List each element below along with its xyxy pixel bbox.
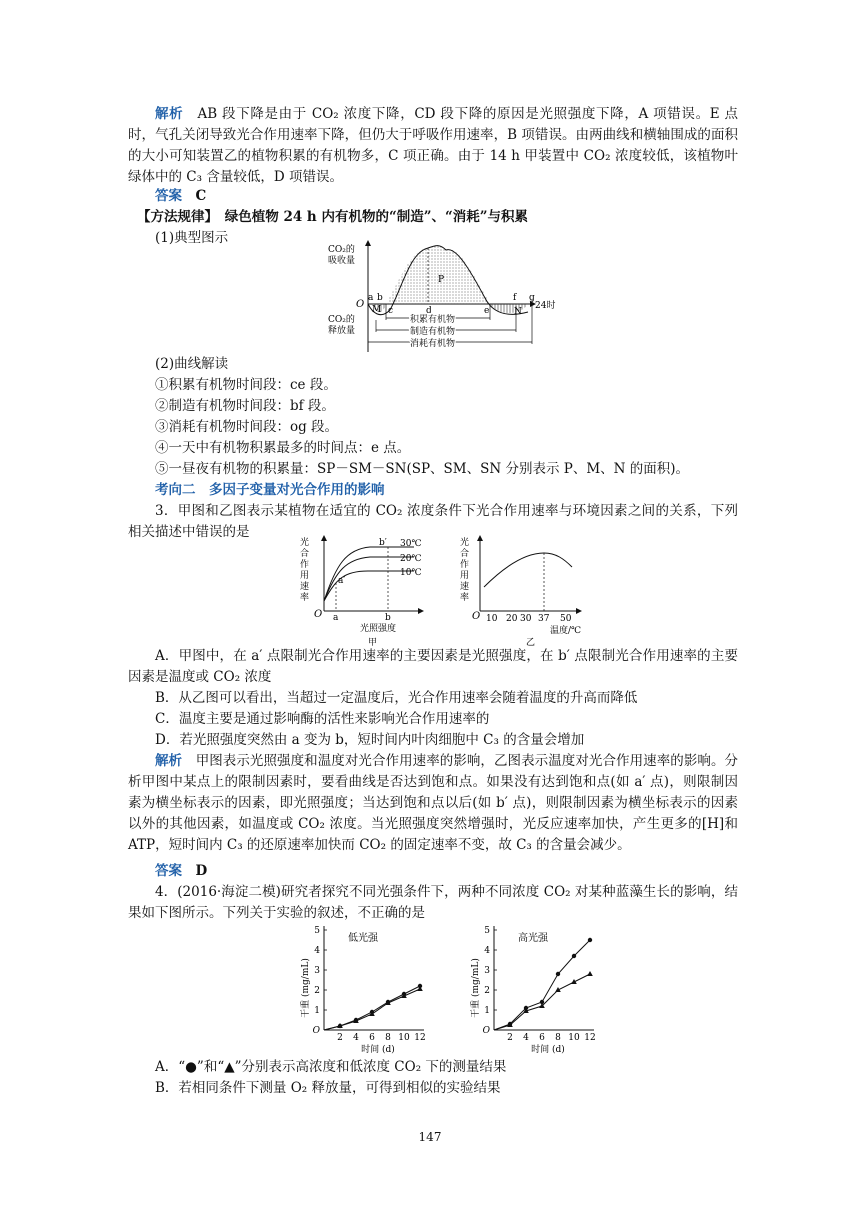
method-heading	[137, 207, 747, 228]
chart0-y-tick: 5	[314, 926, 320, 936]
pt-g: g	[529, 293, 535, 303]
svg-text:率: 率	[300, 593, 310, 603]
chart1-x-tick: 10	[568, 1033, 580, 1043]
chart-low-light	[296, 922, 436, 1058]
tick-a: a	[333, 613, 339, 623]
method-title: 绿色植物 24 h 内有机物的“制造”、“消耗”与积累	[224, 209, 529, 225]
svg-text:作: 作	[460, 560, 470, 570]
chart0-series-triangle-line	[324, 989, 420, 1030]
chart1-y-tick: 1	[484, 1006, 490, 1016]
chart1-point-circle	[572, 954, 576, 958]
origin-o: O	[356, 299, 365, 310]
chart0-y-tick: 4	[314, 946, 320, 956]
temp-10: 10℃	[400, 568, 422, 578]
chart0-y-tick: 2	[314, 986, 320, 996]
q4-option-a: A．“●”和“▲”分别表示高浓度和低浓度 CO₂ 下的测量结果	[155, 1059, 507, 1075]
chart1-series-circle-line	[494, 940, 590, 1030]
co2-diagram	[320, 240, 560, 356]
chart0-x-tick: 2	[337, 1033, 343, 1043]
svg-text:光: 光	[300, 538, 310, 548]
q3-stem: 3．甲图和乙图表示某植物在适宜的 CO₂ 浓度条件下光合作用速率与环境因素之间的关系，下列相关描述中错误的是	[128, 503, 738, 540]
chart1-x-tick: 2	[507, 1033, 513, 1043]
fig-jia	[296, 535, 446, 647]
chart1-title: 高光强	[518, 933, 548, 944]
chart0-y-tick: 3	[314, 966, 320, 976]
q3-option-a: A．甲图中，在 a′ 点限制光合作用速率的主要因素是光照强度，在 b′ 点限制光合作用速率的主要因素是温度或 CO₂ 浓度	[128, 648, 738, 685]
q3-option-b: B．从乙图可以看出，当超过一定温度后，光合作用速率会随着温度的升高而降低	[155, 690, 638, 706]
svg-text:释放量: 释放量	[328, 326, 356, 336]
chart0-x-tick: 10	[398, 1033, 410, 1043]
pt-b: b	[377, 293, 383, 303]
region-p: P	[438, 275, 445, 285]
analysis-paragraph-1	[128, 104, 738, 188]
jia-name: 甲	[368, 638, 378, 647]
svg-text:速: 速	[300, 582, 310, 592]
method-item-1: ①积累有机物时间段：ce 段。	[155, 377, 337, 393]
chart0-ylabel: 干重 (mg/mL)	[301, 958, 311, 1018]
chart1-x-tick: 12	[584, 1033, 596, 1043]
chart0-xlabel: 时间 (d)	[361, 1045, 395, 1055]
chart1-x-tick: 8	[555, 1033, 561, 1043]
q4-stem: 4．(2016·海淀二模)研究者探究不同光强条件下，两种不同浓度 CO₂ 对某种蓝藻生长的影响，结果如下图所示。下列关于实验的叙述，不正确的是	[128, 884, 738, 921]
answer-value: C	[195, 188, 207, 204]
svg-text:50: 50	[560, 614, 572, 624]
chart0-y-tick: O	[312, 1026, 320, 1036]
svg-text:率: 率	[460, 593, 470, 603]
chart0-x-tick: 12	[414, 1033, 426, 1043]
yi-xlabel: 温度/℃	[550, 626, 582, 636]
yi-name: 乙	[526, 638, 536, 647]
method-item-4: ④一天中有机物积累最多的时间点：e 点。	[155, 440, 411, 456]
pt-d: d	[426, 306, 432, 316]
chart1-y-tick: 2	[484, 986, 490, 996]
method-label: 【方法规律】	[137, 209, 212, 225]
chart-high-light	[466, 922, 606, 1058]
pt-c: c	[388, 306, 394, 316]
pt-e: e	[484, 306, 490, 316]
chart1-y-tick: O	[482, 1026, 490, 1036]
svg-text:用: 用	[300, 571, 310, 581]
chart1-y-tick: 5	[484, 926, 490, 936]
bracket-consume: 消耗有机物	[410, 339, 456, 349]
analysis-text: AB 段下降是由于 CO₂ 浓度下降，CD 段下降的原因是光照强度下降，A 项错误。E 点时，气孔关闭导致光合作用速率下降，但仍大于呼吸作用速率，B 项错误。由两曲线和横轴围成的面积的大小可知装置乙的植物积累的有机物多，C 项正确。由于 14 h 甲装置中 CO₂ 浓度较低，该植物叶绿体中的 C₃ 含量较低，D 项错误。	[128, 106, 739, 185]
chart1-point-triangle	[587, 971, 593, 976]
region-m: M	[372, 305, 382, 315]
pt-a-prime: a′	[338, 576, 346, 586]
page-number: 147	[418, 1130, 442, 1144]
pt-b-prime: b′	[379, 538, 387, 548]
section-title: 考向二 多因子变量对光合作用的影响	[155, 482, 385, 498]
chart0-x-tick: 4	[353, 1033, 359, 1043]
svg-text:O: O	[314, 609, 323, 620]
svg-text:吸收量: 吸收量	[328, 256, 356, 266]
svg-text:合: 合	[300, 549, 310, 559]
bracket-produce: 制造有机物	[410, 327, 456, 337]
svg-text:30: 30	[520, 614, 532, 624]
q4-option-b: B．若相同条件下测量 O₂ 释放量，可得到相似的实验结果	[155, 1080, 501, 1096]
chart1-y-tick: 3	[484, 966, 490, 976]
fig-yi	[456, 535, 606, 647]
y-label-bottom: CO₂的	[328, 315, 355, 325]
bracket-accumulate: 积累有机物	[410, 315, 456, 325]
chart0-x-tick: 6	[369, 1033, 375, 1043]
svg-text:10: 10	[486, 614, 498, 624]
region-n: N	[514, 307, 522, 317]
q3-answer: 答案 D	[155, 863, 208, 879]
answer-label: 答案	[155, 188, 182, 204]
analysis-label: 解析	[155, 106, 184, 122]
chart0-y-tick: 1	[314, 1006, 320, 1016]
jia-xlabel: 光照强度	[360, 624, 397, 634]
temp-20: 20℃	[400, 554, 422, 564]
svg-text:20: 20	[506, 614, 518, 624]
method-sub1: (1)典型图示	[155, 230, 229, 246]
svg-text:O: O	[472, 611, 481, 622]
y-label-top: CO₂的	[328, 245, 355, 255]
method-sub2: (2)曲线解读	[155, 356, 229, 372]
method-item-5: ⑤一昼夜有机物的积累量：SP－SM－SN(SP、SM、SN 分别表示 P、M、N 的面积)。	[155, 461, 690, 477]
svg-text:速: 速	[460, 582, 470, 592]
q3-option-c: C．温度主要是通过影响酶的活性来影响光合作用速率的	[155, 711, 490, 727]
x-end-label: 24时	[535, 301, 556, 311]
method-item-3: ③消耗有机物时间段：og 段。	[155, 419, 339, 435]
n-region	[490, 304, 528, 313]
svg-text:合: 合	[460, 549, 470, 559]
tick-b: b	[385, 613, 391, 623]
chart1-point-circle	[588, 938, 592, 942]
svg-text:光: 光	[460, 538, 470, 548]
svg-text:37: 37	[538, 614, 550, 624]
pt-f: f	[513, 293, 517, 303]
svg-text:作: 作	[300, 560, 310, 570]
chart0-title: 低光强	[348, 933, 378, 944]
chart1-y-tick: 4	[484, 946, 490, 956]
chart1-point-circle	[556, 972, 560, 976]
chart1-xlabel: 时间 (d)	[531, 1045, 565, 1055]
svg-text:用: 用	[460, 571, 470, 581]
chart0-x-tick: 8	[385, 1033, 391, 1043]
temp-30: 30℃	[400, 539, 422, 549]
q3-analysis: 解析 甲图表示光照强度和温度对光合作用速率的影响，乙图表示温度对光合作用速率的影响。分析甲图中某点上的限制因素时，要看曲线是否达到饱和点。如果没有达到饱和点(如 a′ 点)，则限制因素为横坐标表示的因素，即光照强度；当达到饱和点以后(如 b′ 点)，则限制因素为横坐标表示的因素以外的其他因素，如温度或 CO₂ 浓度。当光照强度突然增强时，光反应速率加快，产生更多的[H]和 ATP，短时间内 C₃ 的还原速率加快而 CO₂ 的固定速率不变，故 C₃ 的含量会减少。	[128, 753, 739, 853]
pt-a: a	[368, 293, 374, 303]
chart1-x-tick: 6	[539, 1033, 545, 1043]
answer-line-1	[128, 186, 738, 207]
q3-option-d: D．若光照强度突然由 a 变为 b，短时间内叶肉细胞中 C₃ 的含量会增加	[155, 732, 585, 748]
chart1-x-tick: 4	[523, 1033, 529, 1043]
method-item-2: ②制造有机物时间段：bf 段。	[155, 398, 335, 414]
chart1-ylabel: 干重 (mg/mL)	[471, 958, 481, 1018]
